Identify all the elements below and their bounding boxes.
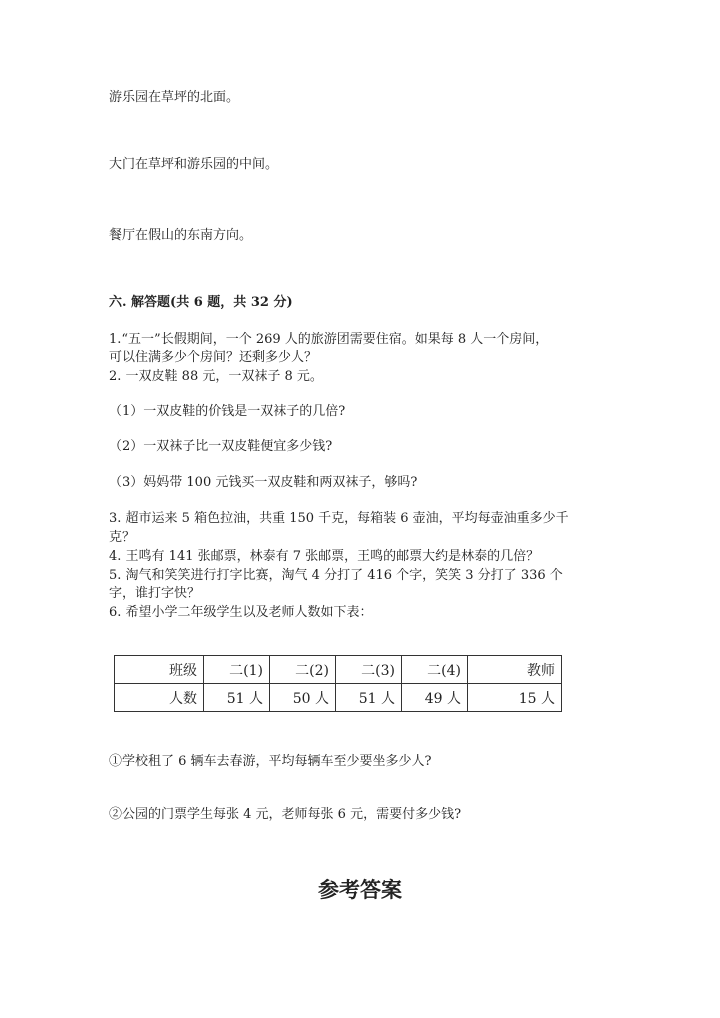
table-cell: 15 人 bbox=[468, 684, 562, 712]
section-heading: 六. 解答题(共 6 题，共 32 分) bbox=[109, 295, 293, 310]
question-5-line-1: 5. 淘气和笑笑进行打字比赛，淘气 4 分打了 416 个字，笑笑 3 分打了 336 个 bbox=[109, 568, 563, 583]
question-1-line-2: 可以住满多少个房间？还剩多少人？ bbox=[109, 350, 318, 365]
table-header-cell: 班级 bbox=[115, 656, 204, 684]
question-2-sub-3: （3）妈妈带 100 元钱买一双皮鞋和两双袜子，够吗? bbox=[109, 475, 418, 490]
question-6: 6. 希望小学二年级学生以及老师人数如下表： bbox=[109, 605, 373, 620]
statement-2: 大门在草坪和游乐园的中间。 bbox=[109, 157, 279, 172]
question-1-line-1: 1.“五一”长假期间，一个 269 人的旅游团需要住宿。如果每 8 人一个房间， bbox=[109, 332, 549, 347]
question-3-line-1: 3. 超市运来 5 箱色拉油，共重 150 千克，每箱装 6 壶油，平均每壶油重多少千 bbox=[109, 511, 569, 526]
answer-title: 参考答案 bbox=[318, 877, 402, 902]
question-2-sub-1: （1）一双皮鞋的价钱是一双袜子的几倍? bbox=[109, 404, 346, 419]
table-header-cell: 二(1) bbox=[204, 656, 270, 684]
table-cell: 51 人 bbox=[204, 684, 270, 712]
table-cell: 人数 bbox=[115, 684, 204, 712]
question-2: 2. 一双皮鞋 88 元，一双袜子 8 元。 bbox=[109, 369, 323, 384]
table-header-cell: 二(3) bbox=[336, 656, 402, 684]
table-cell: 49 人 bbox=[402, 684, 468, 712]
question-2-sub-2: （2）一双袜子比一双皮鞋便宜多少钱? bbox=[109, 439, 333, 454]
question-6-sub-2: ②公园的门票学生每张 4 元，老师每张 6 元，需要付多少钱? bbox=[109, 807, 462, 822]
question-6-sub-1: ①学校租了 6 辆车去春游，平均每辆车至少要坐多少人? bbox=[109, 754, 432, 769]
question-3-line-2: 克？ bbox=[109, 530, 136, 545]
table-cell: 50 人 bbox=[270, 684, 336, 712]
table-header-cell: 二(4) bbox=[402, 656, 468, 684]
table-header-cell: 教师 bbox=[468, 656, 562, 684]
table-header-cell: 二(2) bbox=[270, 656, 336, 684]
question-4: 4. 王鸣有 141 张邮票，林泰有 7 张邮票，王鸣的邮票大约是林泰的几倍？ bbox=[109, 549, 540, 564]
question-5-line-2: 字，谁打字快？ bbox=[109, 586, 201, 601]
table-cell: 51 人 bbox=[336, 684, 402, 712]
table-row bbox=[115, 684, 562, 712]
data-table bbox=[114, 655, 562, 712]
statement-3: 餐厅在假山的东南方向。 bbox=[109, 228, 253, 243]
statement-1: 游乐园在草坪的北面。 bbox=[109, 90, 240, 105]
table-header-row bbox=[115, 656, 562, 684]
